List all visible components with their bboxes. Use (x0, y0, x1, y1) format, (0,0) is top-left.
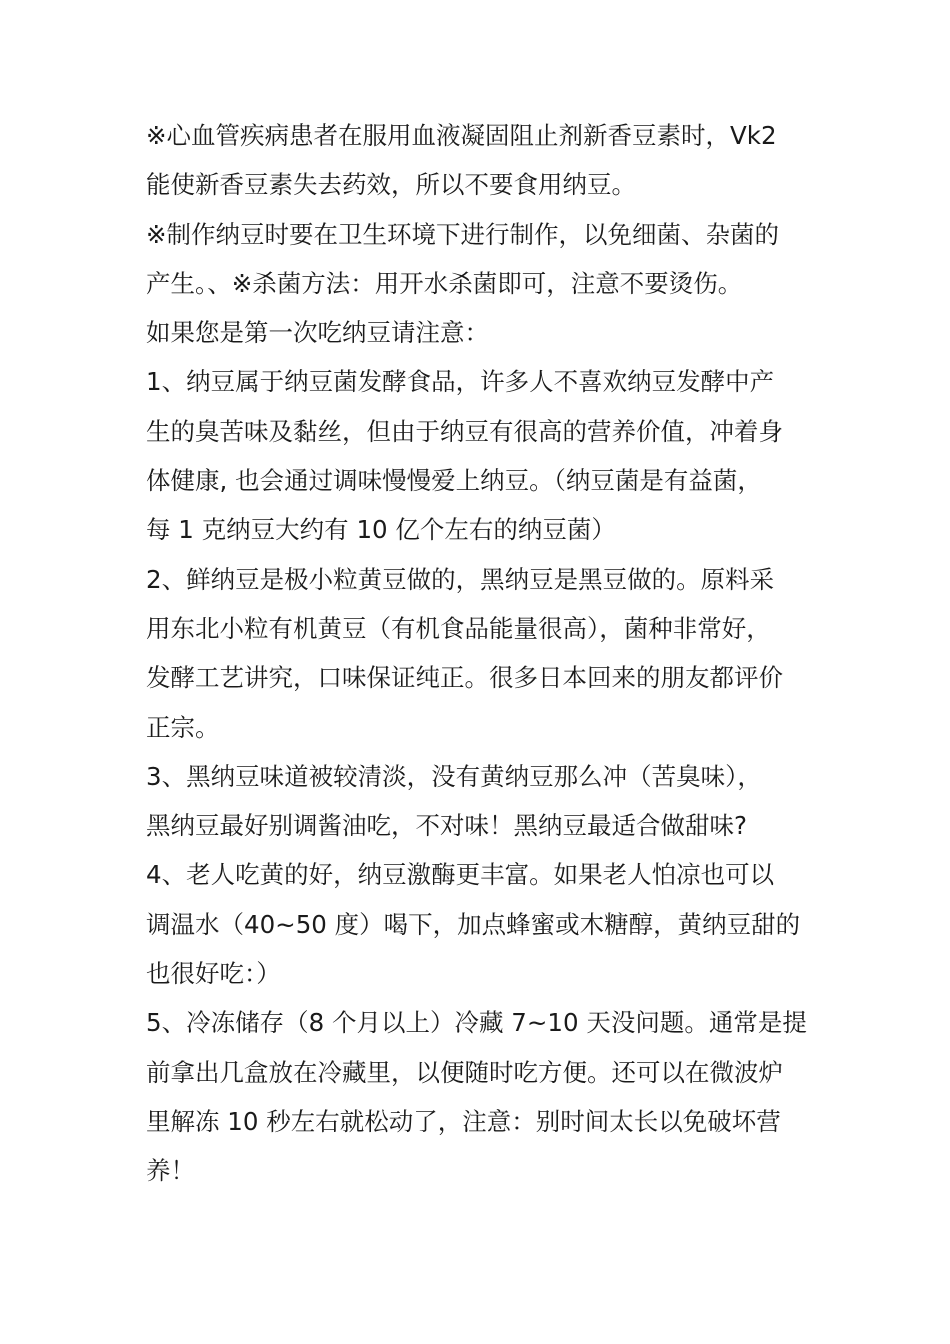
text-line: 生的臭苦味及黏丝，但由于纳豆有很高的营养价值，冲着身 (146, 416, 783, 446)
text-line: 3、黑纳豆味道被较清淡，没有黄纳豆那么冲（苦臭味）， (146, 761, 762, 791)
text-line: 2、鲜纳豆是极小粒黄豆做的，黑纳豆是黑豆做的。原料采 (146, 564, 775, 594)
text-line: 4、老人吃黄的好，纳豆激酶更丰富。如果老人怕凉也可以 (146, 860, 775, 890)
text-line: ※制作纳豆时要在卫生环境下进行制作，以免细菌、杂菌的 (146, 219, 780, 249)
text-line: 每 1 克纳豆大约有 10 亿个左右的纳豆菌） (146, 515, 616, 545)
text-line: 前拿出几盒放在冷藏里，以便随时吃方便。还可以在微波炉 (146, 1057, 783, 1087)
text-line: 用东北小粒有机黄豆（有机食品能量很高），菌种非常好， (146, 613, 771, 643)
document-body (146, 111, 816, 1196)
text-line: 调温水（40~50 度）喝下，加点蜂蜜或木糖醇，黄纳豆甜的 (146, 909, 801, 939)
text-line: 5、冷冻储存（8 个月以上）冷藏 7~10 天没问题。通常是提 (146, 1008, 807, 1038)
text-line: 正宗。 (146, 712, 220, 742)
text-line: 发酵工艺讲究，口味保证纯正。很多日本回来的朋友都评价 (146, 663, 783, 693)
text-line: ※心血管疾病患者在服用血液凝固阻止剂新香豆素时，Vk2 (146, 121, 777, 150)
text-line: 体健康, 也会通过调味慢慢爱上纳豆。（纳豆菌是有益菌， (146, 466, 762, 496)
text-line: 里解冻 10 秒左右就松动了，注意：别时间太长以免破坏营 (146, 1106, 781, 1136)
text-line: 也很好吃：） (146, 959, 281, 989)
text-line: 产生。、※杀菌方法：用开水杀菌即可，注意不要烫伤。 (146, 268, 743, 298)
text-line: 如果您是第一次吃纳豆请注意： (146, 318, 489, 348)
text-line: 1、纳豆属于纳豆菌发酵食品，许多人不喜欢纳豆发酵中产 (146, 367, 775, 397)
text-line: 养！ (146, 1156, 195, 1186)
text-line: 能使新香豆素失去药效，所以不要食用纳豆。 (146, 170, 636, 200)
text-line: 黑纳豆最好别调酱油吃，不对味！黑纳豆最适合做甜味? (146, 811, 748, 841)
